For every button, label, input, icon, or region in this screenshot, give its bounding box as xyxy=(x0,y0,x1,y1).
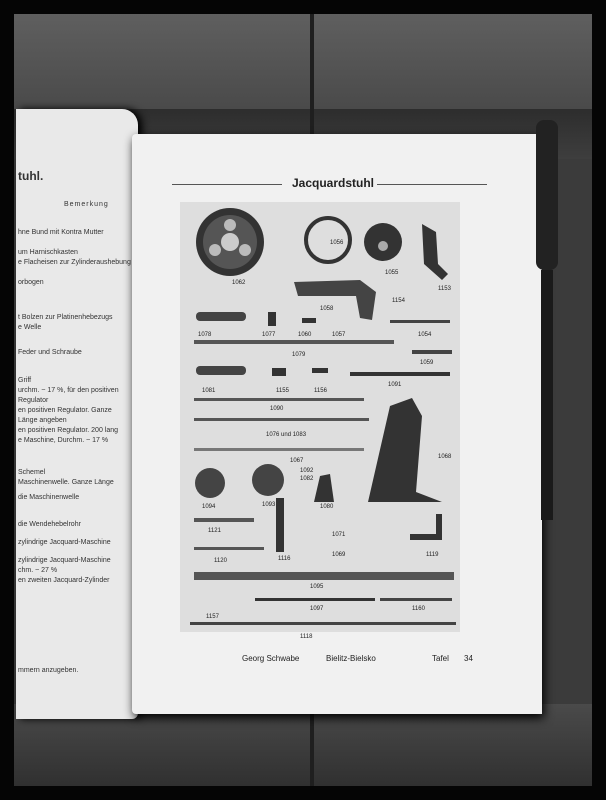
cam-part xyxy=(195,468,225,498)
part-number-label: 1079 xyxy=(292,352,306,358)
small-part xyxy=(312,368,328,373)
footer-place: Bielitz-Bielsko xyxy=(326,654,376,663)
rod xyxy=(194,418,369,421)
part-number-label: 1155 xyxy=(276,388,289,394)
left-page-line: Schemel xyxy=(18,469,46,476)
part-number-label: 1095 xyxy=(310,584,324,590)
ring-part xyxy=(306,218,350,262)
part-number-label: 1080 xyxy=(320,504,334,510)
link-part xyxy=(196,312,246,321)
part-number-label: 1160 xyxy=(412,606,425,612)
left-page-line: e Flacheisen zur Zylinderaushebung xyxy=(18,259,131,266)
rod xyxy=(194,340,394,344)
left-page-line: urchm. ~ 17 %, für den positiven xyxy=(18,387,119,394)
left-page-line: t Bolzen zur Platinenhebezugs xyxy=(18,314,113,321)
vertical-part xyxy=(276,498,284,552)
wood-board-top xyxy=(14,14,592,109)
small-part xyxy=(272,368,286,376)
left-page-line: Länge angeben xyxy=(18,417,67,424)
rod xyxy=(194,448,364,451)
lever-part xyxy=(294,280,376,320)
part-number-label: 1153 xyxy=(438,286,451,292)
left-page-title: tuhl. xyxy=(18,169,44,183)
footer-tafel: Tafel xyxy=(432,654,449,663)
left-page-line: en zweiten Jacquard-Zylinder xyxy=(18,577,110,584)
part-number-label: 1078 xyxy=(198,332,212,338)
left-page-line: Maschinenwelle. Ganze Länge xyxy=(18,479,114,486)
bracket-part xyxy=(422,224,448,280)
part-number-label: 1090 xyxy=(270,406,284,412)
left-page-line: um Harnischkasten xyxy=(18,249,78,256)
part-number-label: 1068 xyxy=(438,454,452,460)
left-page-line: chm. ~ 27 % xyxy=(18,567,58,574)
left-page-line: Feder und Schraube xyxy=(18,349,82,356)
rod xyxy=(194,398,364,401)
parts-plate xyxy=(180,202,460,640)
part-number-label: 1058 xyxy=(320,306,334,312)
left-page-line: die Maschinenwelle xyxy=(18,494,80,501)
header-rule-left xyxy=(172,184,282,185)
part-number-label: 1094 xyxy=(202,504,216,510)
parts-illustration xyxy=(180,202,460,632)
part-number-label: 1060 xyxy=(298,332,312,338)
gear-wheel xyxy=(196,208,264,276)
part-number-label: 1121 xyxy=(208,528,221,534)
part-number-label: 1156 xyxy=(314,388,327,394)
left-page-line: en positiven Regulator. 200 lang xyxy=(18,427,119,434)
part-number-label: 1092 xyxy=(300,468,314,474)
rod xyxy=(194,518,254,522)
part-number-label: 1062 xyxy=(232,280,246,286)
left-page-line: zylindrige Jacquard-Maschine xyxy=(18,539,111,546)
rod xyxy=(190,622,456,625)
right-book-page xyxy=(132,134,542,714)
part-number-label: 1069 xyxy=(332,552,346,558)
part-number-label: 1091 xyxy=(388,382,402,388)
part-number-label: 1076 und 1083 xyxy=(266,432,307,438)
part-number-label: 1067 xyxy=(290,458,304,464)
link-part xyxy=(196,366,246,375)
part-number-label: 1055 xyxy=(385,270,399,276)
cam-part xyxy=(252,464,284,496)
left-page-line: Griff xyxy=(18,377,32,384)
chain xyxy=(255,598,375,601)
rod xyxy=(380,598,452,601)
part-number-label: 1093 xyxy=(262,502,276,508)
left-page-line: e Welle xyxy=(18,324,42,331)
left-page-line: hne Bund mit Kontra Mutter xyxy=(18,229,104,236)
left-book-page xyxy=(16,109,138,719)
rod xyxy=(194,547,264,550)
part-number-label: 1077 xyxy=(262,332,276,338)
spring xyxy=(350,372,450,376)
small-stand xyxy=(314,474,334,502)
page-header: Jacquardstuhl xyxy=(292,176,375,190)
part-number-label: 1056 xyxy=(330,240,344,246)
left-page-column-header: Bemerkung xyxy=(64,201,109,208)
part-number-label: 1154 xyxy=(392,298,405,304)
left-page-line: en positiven Regulator. Ganze xyxy=(18,407,112,414)
angle-bracket xyxy=(410,514,442,540)
footer-plate-number: 34 xyxy=(464,654,473,663)
photo-scene xyxy=(14,14,592,786)
rod xyxy=(390,320,450,323)
left-page-line: orbogen xyxy=(18,279,44,286)
part-number-label: 1054 xyxy=(418,332,432,338)
rod xyxy=(412,350,452,354)
part-number-label: 1057 xyxy=(332,332,346,338)
part-number-label: 1120 xyxy=(214,558,227,564)
footer-publisher: Georg Schwabe xyxy=(242,654,300,663)
part-number-label: 1082 xyxy=(300,476,314,482)
chisel-tool xyxy=(532,120,562,530)
part-number-label: 1119 xyxy=(426,552,439,558)
part-number-label: 1116 xyxy=(278,556,291,562)
bar xyxy=(194,572,454,580)
part-number-label: 1081 xyxy=(202,388,216,394)
part-number-label: 1059 xyxy=(420,360,434,366)
small-part xyxy=(302,318,316,323)
left-page-line: e Maschine, Durchm. ~ 17 % xyxy=(18,437,109,444)
part-number-label: 1118 xyxy=(300,634,313,640)
part-number-label: 1071 xyxy=(332,532,346,538)
small-part xyxy=(268,312,276,326)
left-page-line: Regulator xyxy=(18,397,49,404)
part-number-label: 1157 xyxy=(206,614,219,620)
left-page-line: die Wendehebelrohr xyxy=(18,521,81,528)
part-number-label: 1097 xyxy=(310,606,324,612)
left-page-line: zylindrige Jacquard-Maschine xyxy=(18,557,111,564)
left-page-line: mmern anzugeben. xyxy=(18,667,79,674)
header-rule-right xyxy=(377,184,487,185)
stand-part xyxy=(368,398,442,502)
